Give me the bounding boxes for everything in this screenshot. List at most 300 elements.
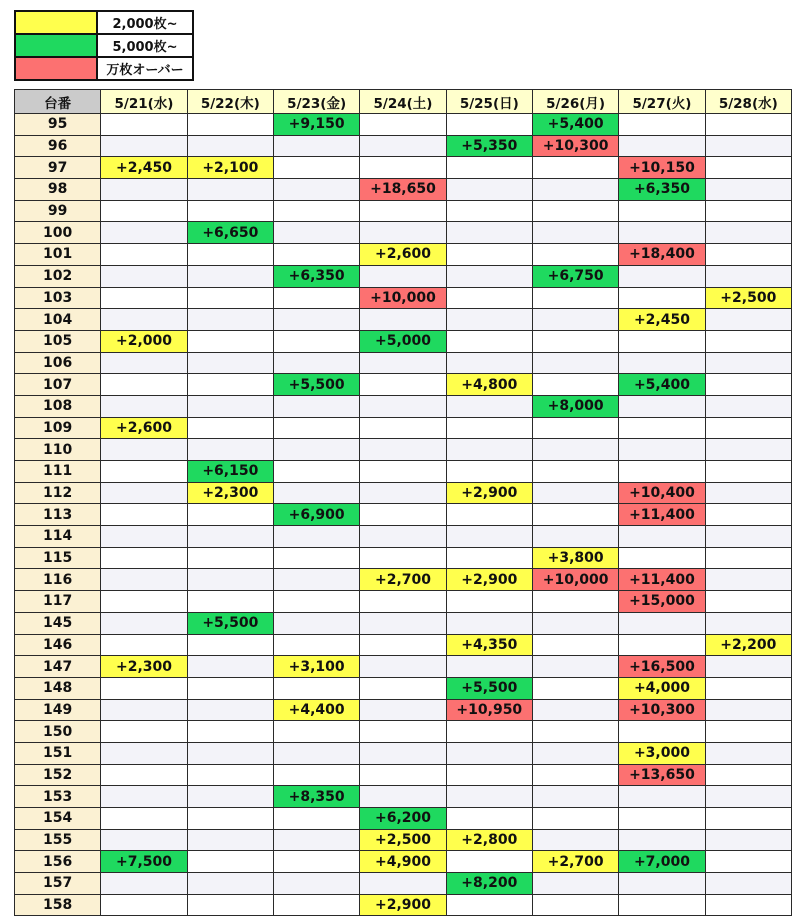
result-cell: [532, 244, 618, 266]
result-cell: +2,900: [360, 894, 446, 916]
result-cell: [705, 461, 791, 483]
date-header: 5/22(木): [187, 90, 273, 114]
result-cell: [101, 829, 187, 851]
result-cell: [360, 200, 446, 222]
result-cell: [619, 135, 705, 157]
result-cell: [101, 764, 187, 786]
result-cell: [532, 699, 618, 721]
table-row: [15, 157, 792, 179]
result-cell: [360, 764, 446, 786]
table-row: [15, 482, 792, 504]
result-cell: [360, 265, 446, 287]
result-cell: [187, 677, 273, 699]
result-cell: +3,800: [532, 547, 618, 569]
table-row: [15, 569, 792, 591]
header-row: [15, 90, 792, 114]
machine-number-header: 台番: [15, 90, 101, 114]
result-cell: [187, 200, 273, 222]
result-cell: [101, 439, 187, 461]
result-cell: +10,150: [619, 157, 705, 179]
result-cell: [446, 612, 532, 634]
result-cell: [446, 330, 532, 352]
result-cell: [101, 309, 187, 331]
result-cell: [360, 699, 446, 721]
machine-number: 109: [15, 417, 101, 439]
result-cell: [101, 244, 187, 266]
result-cell: [273, 244, 359, 266]
table-row: [15, 309, 792, 331]
result-cell: [273, 829, 359, 851]
machine-number: 158: [15, 894, 101, 916]
result-cell: +8,000: [532, 395, 618, 417]
result-cell: [705, 200, 791, 222]
result-cell: [619, 287, 705, 309]
result-cell: [532, 873, 618, 895]
result-cell: +2,450: [101, 157, 187, 179]
result-cell: [705, 569, 791, 591]
result-cell: [360, 135, 446, 157]
result-cell: [101, 677, 187, 699]
result-cell: [619, 439, 705, 461]
result-cell: [446, 504, 532, 526]
result-cell: [446, 114, 532, 136]
table-row: [15, 612, 792, 634]
result-cell: +6,650: [187, 222, 273, 244]
result-cell: [360, 395, 446, 417]
result-cell: [273, 634, 359, 656]
result-cell: [705, 829, 791, 851]
result-cell: +8,200: [446, 873, 532, 895]
result-cell: +2,700: [360, 569, 446, 591]
result-cell: [619, 894, 705, 916]
result-cell: [101, 569, 187, 591]
result-cell: +2,450: [619, 309, 705, 331]
result-cell: [705, 721, 791, 743]
result-cell: [705, 699, 791, 721]
result-cell: [532, 461, 618, 483]
table-row: [15, 135, 792, 157]
result-cell: [187, 439, 273, 461]
result-cell: +10,000: [532, 569, 618, 591]
result-cell: [187, 873, 273, 895]
result-cell: [360, 721, 446, 743]
result-cell: [273, 677, 359, 699]
date-header: 5/26(月): [532, 90, 618, 114]
table-row: [15, 330, 792, 352]
result-cell: [273, 808, 359, 830]
legend-swatch-red: [15, 57, 97, 80]
machine-number: 103: [15, 287, 101, 309]
table-row: [15, 114, 792, 136]
result-cell: [273, 742, 359, 764]
result-cell: +6,750: [532, 265, 618, 287]
result-cell: [360, 417, 446, 439]
result-cell: [187, 808, 273, 830]
result-cell: [705, 179, 791, 201]
result-cell: [273, 461, 359, 483]
result-cell: [619, 612, 705, 634]
table-row: [15, 786, 792, 808]
result-cell: [705, 352, 791, 374]
result-cell: [273, 721, 359, 743]
table-row: [15, 829, 792, 851]
result-cell: +11,400: [619, 504, 705, 526]
result-cell: [101, 200, 187, 222]
result-cell: [446, 309, 532, 331]
result-cell: +6,350: [273, 265, 359, 287]
result-cell: +4,400: [273, 699, 359, 721]
result-cell: +10,950: [446, 699, 532, 721]
machine-number: 147: [15, 656, 101, 678]
result-cell: +11,400: [619, 569, 705, 591]
result-cell: [532, 677, 618, 699]
table-row: [15, 200, 792, 222]
result-cell: [187, 851, 273, 873]
result-cell: [705, 504, 791, 526]
result-cell: [187, 786, 273, 808]
result-cell: [187, 721, 273, 743]
table-row: [15, 547, 792, 569]
result-cell: +6,900: [273, 504, 359, 526]
machine-number: 153: [15, 786, 101, 808]
result-cell: +6,150: [187, 461, 273, 483]
result-cell: [101, 287, 187, 309]
result-cell: +5,500: [273, 374, 359, 396]
result-cell: [446, 764, 532, 786]
result-cell: [101, 179, 187, 201]
result-cell: [101, 721, 187, 743]
result-cell: [532, 612, 618, 634]
result-cell: [101, 504, 187, 526]
result-cell: +2,500: [360, 829, 446, 851]
machine-number: 102: [15, 265, 101, 287]
result-cell: [187, 742, 273, 764]
result-cell: [446, 721, 532, 743]
result-cell: [273, 591, 359, 613]
result-cell: [619, 114, 705, 136]
result-cell: +10,300: [619, 699, 705, 721]
result-cell: [532, 504, 618, 526]
table-row: [15, 656, 792, 678]
table-row: [15, 699, 792, 721]
result-cell: [101, 547, 187, 569]
machine-number: 95: [15, 114, 101, 136]
result-cell: [532, 330, 618, 352]
result-cell: [532, 222, 618, 244]
result-cell: [187, 330, 273, 352]
machine-number: 116: [15, 569, 101, 591]
result-cell: [532, 634, 618, 656]
result-cell: [360, 612, 446, 634]
result-cell: [101, 591, 187, 613]
result-cell: [273, 417, 359, 439]
machine-number: 112: [15, 482, 101, 504]
result-cell: [360, 786, 446, 808]
machine-number: 115: [15, 547, 101, 569]
legend-row: [15, 34, 193, 57]
result-cell: [532, 786, 618, 808]
result-cell: [273, 222, 359, 244]
result-cell: +2,900: [446, 569, 532, 591]
result-cell: [446, 244, 532, 266]
result-cell: [532, 287, 618, 309]
result-cell: +10,300: [532, 135, 618, 157]
table-row: [15, 222, 792, 244]
machine-number: 104: [15, 309, 101, 331]
result-cell: +6,200: [360, 808, 446, 830]
result-cell: +8,350: [273, 786, 359, 808]
result-cell: [187, 656, 273, 678]
table-row: [15, 764, 792, 786]
result-cell: [532, 482, 618, 504]
result-cell: [619, 222, 705, 244]
result-cell: [705, 395, 791, 417]
result-cell: [187, 309, 273, 331]
result-cell: [101, 526, 187, 548]
result-cell: [101, 114, 187, 136]
result-cell: [705, 808, 791, 830]
result-cell: +4,800: [446, 374, 532, 396]
legend-label: 2,000枚~: [97, 11, 193, 34]
result-cell: [619, 417, 705, 439]
result-cell: [705, 656, 791, 678]
result-cell: [360, 439, 446, 461]
legend-row: [15, 57, 193, 80]
table-row: [15, 526, 792, 548]
result-cell: +7,500: [101, 851, 187, 873]
result-cell: [360, 352, 446, 374]
result-cell: [532, 352, 618, 374]
result-cell: [101, 786, 187, 808]
result-cell: [360, 591, 446, 613]
result-cell: [101, 461, 187, 483]
result-cell: [273, 179, 359, 201]
result-cell: [101, 482, 187, 504]
result-cell: [360, 656, 446, 678]
results-body: [15, 114, 792, 916]
result-cell: [619, 829, 705, 851]
result-cell: +9,150: [273, 114, 359, 136]
result-cell: [187, 395, 273, 417]
result-cell: +5,500: [446, 677, 532, 699]
machine-number: 105: [15, 330, 101, 352]
result-cell: +2,500: [705, 287, 791, 309]
table-row: [15, 179, 792, 201]
result-cell: +4,900: [360, 851, 446, 873]
table-row: [15, 591, 792, 613]
result-cell: [273, 287, 359, 309]
result-cell: [532, 591, 618, 613]
result-cell: [360, 634, 446, 656]
result-cell: +2,700: [532, 851, 618, 873]
machine-number: 110: [15, 439, 101, 461]
result-cell: +2,100: [187, 157, 273, 179]
result-cell: [360, 222, 446, 244]
result-cell: [619, 721, 705, 743]
result-cell: [446, 222, 532, 244]
result-cell: +5,400: [619, 374, 705, 396]
result-cell: +4,350: [446, 634, 532, 656]
result-cell: [532, 179, 618, 201]
machine-number: 106: [15, 352, 101, 374]
result-cell: [187, 114, 273, 136]
result-cell: [273, 482, 359, 504]
result-cell: [532, 200, 618, 222]
result-cell: +2,200: [705, 634, 791, 656]
result-cell: [446, 417, 532, 439]
result-cell: [619, 395, 705, 417]
result-cell: [101, 265, 187, 287]
result-cell: [273, 330, 359, 352]
legend-label: 万枚オーバー: [97, 57, 193, 80]
result-cell: +3,100: [273, 656, 359, 678]
result-cell: [446, 265, 532, 287]
machine-number: 111: [15, 461, 101, 483]
result-cell: [360, 742, 446, 764]
machine-number: 113: [15, 504, 101, 526]
result-cell: [705, 873, 791, 895]
result-cell: +18,650: [360, 179, 446, 201]
result-cell: [273, 200, 359, 222]
result-cell: [705, 417, 791, 439]
result-cell: [273, 764, 359, 786]
machine-number: 149: [15, 699, 101, 721]
result-cell: [273, 873, 359, 895]
machine-number: 117: [15, 591, 101, 613]
legend-swatch-yellow: [15, 11, 97, 34]
result-cell: [101, 634, 187, 656]
result-cell: [446, 851, 532, 873]
result-cell: +16,500: [619, 656, 705, 678]
result-cell: [273, 569, 359, 591]
result-cell: [446, 786, 532, 808]
result-cell: +2,900: [446, 482, 532, 504]
result-cell: [705, 309, 791, 331]
result-cell: [705, 764, 791, 786]
legend: [14, 10, 194, 81]
result-cell: [187, 265, 273, 287]
result-cell: [532, 721, 618, 743]
machine-number: 154: [15, 808, 101, 830]
date-header: 5/25(日): [446, 90, 532, 114]
result-cell: [187, 569, 273, 591]
machine-number: 114: [15, 526, 101, 548]
result-cell: +15,000: [619, 591, 705, 613]
result-cell: +2,000: [101, 330, 187, 352]
machine-number: 100: [15, 222, 101, 244]
machine-number: 99: [15, 200, 101, 222]
result-cell: [187, 764, 273, 786]
result-cell: [532, 309, 618, 331]
result-cell: +6,350: [619, 179, 705, 201]
result-cell: [273, 352, 359, 374]
table-row: [15, 374, 792, 396]
result-cell: [705, 439, 791, 461]
result-cell: [446, 591, 532, 613]
result-cell: +2,300: [101, 656, 187, 678]
result-cell: +4,000: [619, 677, 705, 699]
result-cell: [532, 157, 618, 179]
result-cell: [705, 244, 791, 266]
machine-number: 107: [15, 374, 101, 396]
result-cell: [619, 786, 705, 808]
result-cell: [619, 547, 705, 569]
result-cell: [187, 352, 273, 374]
result-cell: [273, 439, 359, 461]
machine-number: 146: [15, 634, 101, 656]
table-row: [15, 417, 792, 439]
result-cell: [360, 677, 446, 699]
result-cell: [619, 330, 705, 352]
result-cell: [101, 395, 187, 417]
table-row: [15, 851, 792, 873]
result-cell: [705, 591, 791, 613]
result-cell: [446, 200, 532, 222]
result-cell: [360, 374, 446, 396]
table-row: [15, 244, 792, 266]
result-cell: +10,400: [619, 482, 705, 504]
result-cell: [532, 417, 618, 439]
result-cell: [446, 526, 532, 548]
result-cell: [273, 309, 359, 331]
result-cell: +2,800: [446, 829, 532, 851]
table-row: [15, 894, 792, 916]
machine-number: 151: [15, 742, 101, 764]
result-cell: [705, 135, 791, 157]
result-cell: +2,600: [101, 417, 187, 439]
results-table: [14, 89, 792, 916]
result-cell: [446, 808, 532, 830]
result-cell: [101, 352, 187, 374]
result-cell: +5,500: [187, 612, 273, 634]
result-cell: [101, 612, 187, 634]
result-cell: [273, 547, 359, 569]
result-cell: [705, 894, 791, 916]
result-cell: [446, 547, 532, 569]
table-row: [15, 461, 792, 483]
result-cell: [273, 526, 359, 548]
result-cell: [532, 656, 618, 678]
result-cell: [101, 894, 187, 916]
result-cell: [705, 374, 791, 396]
result-cell: [360, 482, 446, 504]
result-cell: [532, 894, 618, 916]
result-cell: [446, 352, 532, 374]
result-cell: [532, 829, 618, 851]
legend-label: 5,000枚~: [97, 34, 193, 57]
result-cell: [446, 742, 532, 764]
machine-number: 148: [15, 677, 101, 699]
result-cell: [532, 439, 618, 461]
result-cell: [187, 634, 273, 656]
result-cell: [446, 894, 532, 916]
table-row: [15, 634, 792, 656]
result-cell: [273, 135, 359, 157]
result-cell: [187, 894, 273, 916]
result-cell: [705, 612, 791, 634]
result-cell: [619, 265, 705, 287]
result-cell: [187, 179, 273, 201]
result-cell: [273, 894, 359, 916]
result-cell: [446, 395, 532, 417]
machine-number: 98: [15, 179, 101, 201]
date-header: 5/27(火): [619, 90, 705, 114]
result-cell: [360, 309, 446, 331]
table-row: [15, 677, 792, 699]
date-header: 5/28(水): [705, 90, 791, 114]
result-cell: [619, 461, 705, 483]
results-header: [15, 90, 792, 114]
